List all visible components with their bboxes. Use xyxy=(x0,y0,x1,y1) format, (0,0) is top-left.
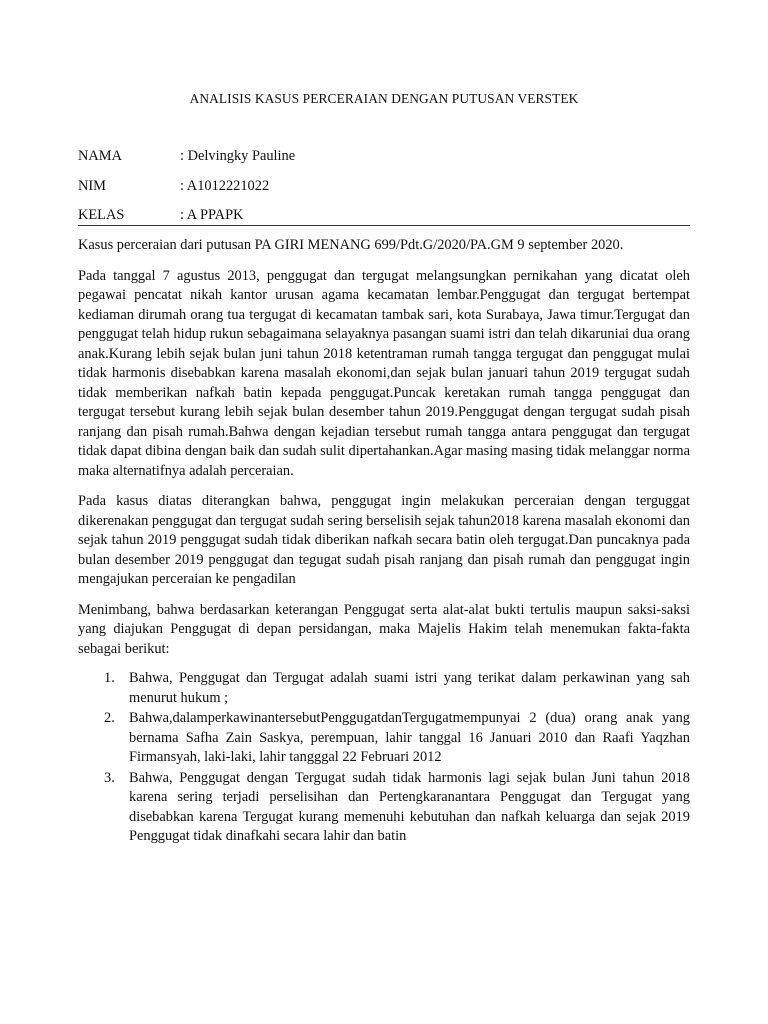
paragraph-considerations: Menimbang, bahwa berdasarkan keterangan Penggugat serta alat-alat bukti tertulis maupun saksi-saksi yang diajukan Penggugat di depan persidangan, maka Majelis Hakim telah menemukan fakta-fakta sebagai berikut: xyxy=(78,601,690,657)
findings-list xyxy=(78,669,690,847)
identity-row-name xyxy=(78,148,295,165)
list-item-number: 3. xyxy=(104,769,115,786)
identity-row-kelas xyxy=(78,207,243,224)
paragraph-case-reference: Kasus perceraian dari putusan PA GIRI MENANG 699/Pdt.G/2020/PA.GM 9 september 2020. xyxy=(78,237,624,253)
list-item-number: 1. xyxy=(104,670,115,686)
list-item xyxy=(78,669,690,708)
list-item-text: Bahwa,dalamperkawinantersebutPenggugatdanTergugatmempunyai 2 (dua) orang anak yang bernama Safha Zain Saskya, perempuan, lahir tanggal 16 Januari 2010 dan Raafi Yaqzhan Firmansyah, laki-laki, lahir tangggal 22 Februari 2012 xyxy=(129,710,690,765)
list-item xyxy=(78,709,690,768)
list-item-text: Bahwa, Penggugat dan Tergugat adalah suami istri yang terikat dalam perkawinan yang sah menurut hukum ; xyxy=(129,670,690,706)
list-item-number: 2. xyxy=(104,710,115,726)
document-body xyxy=(78,236,690,848)
list-item xyxy=(78,769,690,847)
document-title: ANALISIS KASUS PERCERAIAN DENGAN PUTUSAN VERSTEK xyxy=(189,91,579,106)
list-item-text: Bahwa, Penggugat dengan Tergugat sudah tidak harmonis lagi sejak bulan Juni tahun 2018 karena sering terjadi perselisihan dan Pertengkaranantara Penggugat dan Tergugat yang disebabkan karena Tergugat kurang memenuhi kebutuhan dan nafkah keluarga dan sejak 2019 Penggugat tidak dinafkahi secara lahir dan batin xyxy=(129,769,690,844)
identity-label: NAMA xyxy=(78,148,122,164)
identity-value: : Delvingky Pauline xyxy=(180,148,296,164)
identity-label: NIM xyxy=(78,178,106,194)
paragraph-summary: Pada kasus diatas diterangkan bahwa, penggugat ingin melakukan perceraian dengan terguggat dikerenakan penggugat dan tergugat sudah sering berselisih sejak tahun2018 karena masalah ekonomi dan sejak tahun 2019 penggugat sudah tidak diberikan nafkah secara batin oleh tergugat.Dan puncaknya pada bulan desember 2019 penggugat dan tegugat sudah pisah ranjang dan pisah rumah dan penggugat ingin mengajukan perceraian ke pengadilan xyxy=(78,493,690,587)
identity-row-nim xyxy=(78,178,269,195)
identity-label: KELAS xyxy=(78,207,125,223)
identity-value: : A PPAPK xyxy=(180,207,244,223)
header-divider xyxy=(78,225,690,226)
identity-value: : A1012221022 xyxy=(180,178,270,194)
paragraph-chronology: Pada tanggal 7 agustus 2013, penggugat dan tergugat melangsungkan pernikahan yang dicatat oleh pegawai pencatat nikah kantor urusan agama kecamatan lembar.Penggugat dan tergugat bertempat kediaman dirumah orang tua tergugat di kecamatan tambak sari, kota Surabaya, Jawa timur.Tergugat dan penggugat telah hidup rukun sebagaimana selayaknya pasangan suami istri dan telah dikaruniai dua orang anak.Kurang lebih sejak bulan juni tahun 2018 ketentraman rumah tangga tergugat dan penggugat mulai tidak harmonis disebabkan karena masalah ekonomi,dan sejak bulan januari tahun 2019 tergugat sudah tidak memberikan nafkah batin kepada penggugat.Puncak keretakan rumah tangga penggugat dan tergugat tersebut kurang lebih sejak bulan desember tahun 2019.Penggugat dengan tergugat sudah pisah ranjang dan pisah rumah.Bahwa dengan kejadian tersebut rumah tangga antara penggugat dan tergugat tidak dapat dibina dengan baik dan sudah sulit dipertahankan.Agar masing masing tidak melanggar norma maka alternatifnya adalah perceraian. xyxy=(78,267,690,479)
